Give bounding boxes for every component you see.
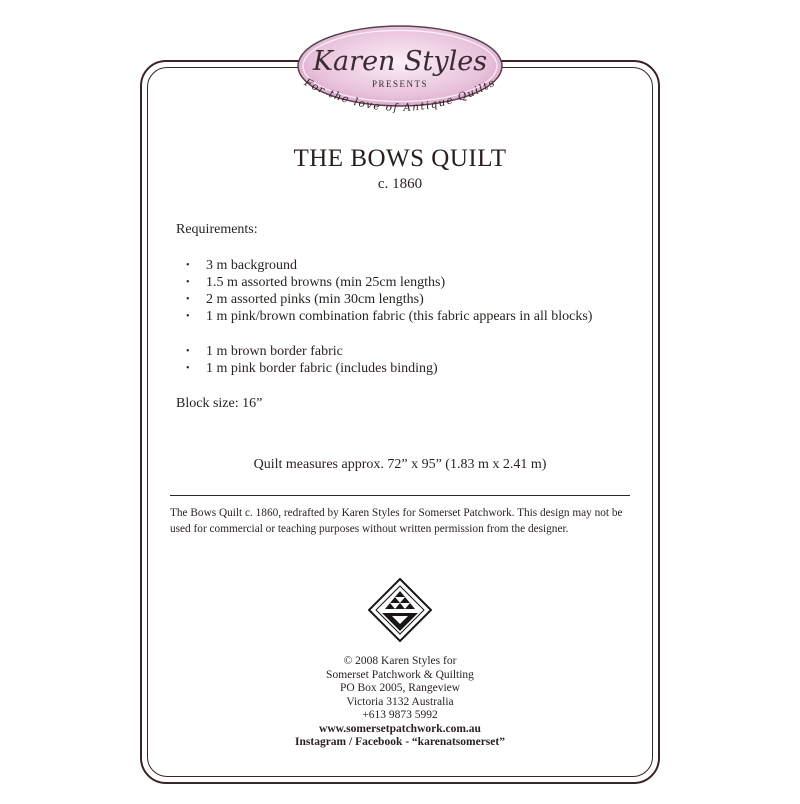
contact-po-box: PO Box 2005, Rangeview (339, 682, 461, 694)
list-item: • 1 m brown border fabric (176, 343, 438, 360)
logo-brand-name: Karen Styles (312, 46, 488, 77)
contact-location: Victoria 3132 Australia (346, 695, 454, 708)
list-item: • 1 m pink/brown combination fabric (this fabric appears in all blocks) (176, 308, 592, 325)
list-item: • 2 m assorted pinks (min 30cm lengths) (176, 291, 592, 308)
pattern-title: THE BOWS QUILT (293, 145, 507, 172)
list-item: • 3 m background (176, 257, 592, 274)
list-item: • 1 m pink border fabric (includes binding) (176, 360, 438, 377)
contact-website[interactable]: www.somersetpatchwork.com.au (319, 722, 481, 735)
pattern-date: c. 1860 (377, 176, 423, 192)
divider (170, 495, 630, 496)
quilt-measurements: Quilt measures approx. 72” x 95” (1.83 m x 2.41 m) (253, 457, 547, 472)
block-size: Block size: 16” (176, 396, 263, 411)
contact-copyright: © 2008 Karen Styles for (343, 655, 457, 667)
karen-styles-logo (270, 20, 530, 130)
requirements-list-borders (176, 343, 438, 377)
requirements-heading: Requirements: (176, 222, 258, 237)
contact-info (147, 655, 653, 750)
logo-presents: PRESENTS (371, 79, 429, 89)
logo-tagline: For the love of Antique Quilts (302, 76, 498, 115)
list-item: • 1.5 m assorted browns (min 25cm lengths) (176, 274, 592, 291)
requirements-list-fabrics (176, 257, 592, 325)
contact-company: Somerset Patchwork & Quilting (326, 668, 474, 681)
contact-social: Instagram / Facebook - “karenatsomerset” (295, 736, 505, 748)
copyright-notice: The Bows Quilt c. 1860, redrafted by Karen Styles for Somerset Patchwork. This design may not be used for commercial or teaching purposes without written permission from the designer. (170, 507, 623, 535)
contact-phone: +613 9873 5992 (362, 709, 438, 721)
quilt-block-emblem-icon (368, 578, 432, 642)
